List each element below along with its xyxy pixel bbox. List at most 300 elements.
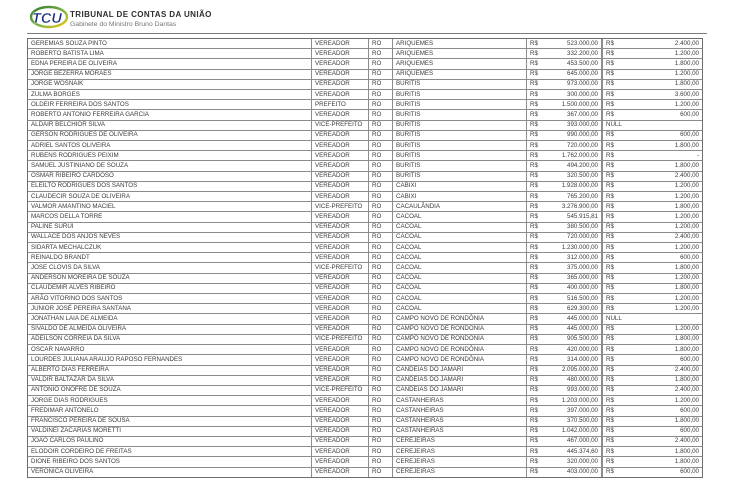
- currency-symbol: R$: [606, 274, 614, 282]
- name-cell: MARCOS DELLA TORRE: [28, 212, 312, 221]
- uf-cell: RO: [369, 417, 393, 426]
- table-row: [28, 151, 702, 161]
- currency-symbol: R$: [606, 49, 614, 57]
- uf-cell: RO: [369, 447, 393, 456]
- amount-value: 320.500,00: [567, 172, 598, 180]
- uf-cell: RO: [369, 100, 393, 109]
- municipality-cell: BURITIS: [393, 131, 527, 140]
- uf-cell: RO: [369, 212, 393, 221]
- secondary-amount-cell: [602, 325, 702, 334]
- position-cell: VEREADOR: [312, 417, 369, 426]
- null-label: NULL: [606, 314, 622, 322]
- amount-value: 2.095.000,00: [561, 366, 598, 373]
- declared-amount-cell: [527, 182, 602, 191]
- secondary-amount-cell: [602, 345, 702, 354]
- position-cell: VEREADOR: [312, 304, 369, 313]
- secondary-amount-cell: [602, 131, 702, 140]
- uf-cell: RO: [369, 192, 393, 201]
- currency-symbol: R$: [530, 376, 538, 384]
- currency-symbol: R$: [530, 406, 538, 414]
- uf-cell: RO: [369, 304, 393, 313]
- declared-amount-cell: [527, 284, 602, 293]
- currency-symbol: R$: [606, 335, 614, 343]
- currency-symbol: R$: [606, 39, 614, 47]
- uf-cell: RO: [369, 70, 393, 79]
- position-cell: VEREADOR: [312, 90, 369, 99]
- amount-value: 393.000,00: [567, 121, 598, 129]
- secondary-amount-cell: [602, 406, 702, 415]
- amount-value: 1.230.000,00: [561, 243, 598, 251]
- municipality-cell: BURITIS: [393, 161, 527, 170]
- position-cell: VICE-PREFEITO: [312, 263, 369, 272]
- position-cell: VICE-PREFEITO: [312, 202, 369, 211]
- position-cell: VICE-PREFEITO: [312, 335, 369, 344]
- amount-value: 600,00: [680, 468, 699, 476]
- amount-value: 905.500,00: [567, 335, 598, 343]
- amount-value: 2.400,00: [674, 386, 699, 394]
- currency-symbol: R$: [530, 100, 538, 108]
- declared-amount-cell: [527, 396, 602, 405]
- amount-value: 600,00: [680, 427, 699, 435]
- amount-value: 420.000,00: [567, 345, 598, 353]
- table-row: [28, 263, 702, 273]
- name-cell: VALMOR AMANTINO MACIEL: [28, 202, 312, 211]
- uf-cell: RO: [369, 182, 393, 191]
- municipality-cell: CEREJEIRAS: [393, 457, 527, 466]
- table-row: [28, 396, 702, 406]
- currency-symbol: R$: [530, 161, 538, 169]
- position-cell: VEREADOR: [312, 284, 369, 293]
- secondary-amount-cell: [602, 335, 702, 344]
- table-row: [28, 386, 702, 396]
- uf-cell: RO: [369, 386, 393, 395]
- amount-value: 1.800,00: [674, 457, 699, 465]
- declared-amount-cell: [527, 100, 602, 109]
- currency-symbol: R$: [530, 253, 538, 261]
- declared-amount-cell: [527, 417, 602, 426]
- amount-value: 1.762.000,00: [561, 151, 598, 159]
- currency-symbol: R$: [530, 212, 538, 220]
- amount-value: 600,00: [680, 406, 699, 414]
- amount-value: 445.000,00: [567, 325, 598, 333]
- name-cell: JORGE BEZERRA MORAES: [28, 70, 312, 79]
- amount-value: 3.600,00: [674, 90, 699, 98]
- declared-amount-cell: [527, 294, 602, 303]
- currency-symbol: R$: [606, 110, 614, 118]
- currency-symbol: R$: [530, 110, 538, 118]
- name-cell: SAMUEL JUSTINIANO DE SOUZA: [28, 161, 312, 170]
- amount-value: 365.000,00: [567, 274, 598, 282]
- amount-value: 380.500,00: [567, 223, 598, 231]
- declared-amount-cell: [527, 151, 602, 160]
- currency-symbol: R$: [530, 59, 538, 67]
- secondary-amount-cell: [602, 151, 702, 160]
- amount-value: 480.000,00: [567, 376, 598, 384]
- uf-cell: RO: [369, 253, 393, 262]
- secondary-amount-cell: [602, 243, 702, 252]
- municipality-cell: CACAULÂNDIA: [393, 202, 527, 211]
- position-cell: VEREADOR: [312, 447, 369, 456]
- currency-symbol: R$: [530, 243, 538, 251]
- uf-cell: RO: [369, 376, 393, 385]
- amount-value: 494.200,00: [567, 161, 598, 169]
- amount-value: 720.000,00: [567, 141, 598, 149]
- currency-symbol: R$: [606, 202, 614, 210]
- position-cell: VEREADOR: [312, 355, 369, 364]
- uf-cell: RO: [369, 223, 393, 232]
- currency-symbol: R$: [606, 294, 614, 302]
- currency-symbol: R$: [606, 447, 614, 455]
- position-cell: VEREADOR: [312, 366, 369, 375]
- table-row: [28, 39, 702, 49]
- uf-cell: RO: [369, 110, 393, 119]
- municipality-cell: CACOAL: [393, 243, 527, 252]
- table-row: [28, 212, 702, 222]
- currency-symbol: R$: [530, 345, 538, 353]
- amount-value: 375.000,00: [567, 263, 598, 271]
- uf-cell: RO: [369, 325, 393, 334]
- amount-value: 332.200,00: [567, 49, 598, 57]
- currency-symbol: R$: [530, 314, 538, 322]
- amount-value: 990.000,00: [567, 131, 598, 139]
- secondary-amount-cell: [602, 233, 702, 242]
- secondary-amount-cell: [602, 161, 702, 170]
- currency-symbol: R$: [530, 325, 538, 333]
- position-cell: VEREADOR: [312, 59, 369, 68]
- name-cell: GEREMIAS SOUZA PINTO: [28, 39, 312, 48]
- table-row: [28, 161, 702, 171]
- declared-amount-cell: [527, 243, 602, 252]
- amount-value: 1.800,00: [674, 376, 699, 384]
- uf-cell: RO: [369, 172, 393, 181]
- currency-symbol: R$: [606, 427, 614, 435]
- currency-symbol: R$: [530, 263, 538, 271]
- declared-amount-cell: [527, 161, 602, 170]
- municipality-cell: BURITIS: [393, 110, 527, 119]
- currency-symbol: R$: [530, 457, 538, 465]
- secondary-amount-cell: [602, 304, 702, 313]
- uf-cell: RO: [369, 39, 393, 48]
- amount-value: 445.374,60: [567, 447, 598, 455]
- currency-symbol: R$: [530, 366, 538, 373]
- name-cell: GERSON RODRIGUES DE OLIVEIRA: [28, 131, 312, 140]
- secondary-amount-cell: [602, 172, 702, 181]
- currency-symbol: R$: [606, 131, 614, 139]
- amount-value: 1.500.000,00: [561, 100, 598, 108]
- name-cell: DIONE RIBEIRO DOS SANTOS: [28, 457, 312, 466]
- uf-cell: RO: [369, 161, 393, 170]
- municipality-cell: ARIQUEMES: [393, 49, 527, 58]
- declared-amount-cell: [527, 468, 602, 477]
- currency-symbol: R$: [606, 70, 614, 78]
- currency-symbol: R$: [606, 141, 614, 149]
- uf-cell: RO: [369, 406, 393, 415]
- uf-cell: RO: [369, 314, 393, 323]
- uf-cell: RO: [369, 457, 393, 466]
- amount-value: 720.000,00: [567, 233, 598, 241]
- position-cell: VEREADOR: [312, 314, 369, 323]
- secondary-amount-cell: [602, 376, 702, 385]
- municipality-cell: CASTANHEIRAS: [393, 427, 527, 436]
- municipality-cell: BURITIS: [393, 172, 527, 181]
- amount-value: 2.400,00: [674, 39, 699, 47]
- municipality-cell: ARIQUEMES: [393, 39, 527, 48]
- declared-amount-cell: [527, 447, 602, 456]
- amount-value: 629.300,00: [567, 304, 598, 312]
- amount-value: 765.200,00: [567, 192, 598, 200]
- table-row: [28, 447, 702, 457]
- declared-amount-cell: [527, 233, 602, 242]
- municipality-cell: CACOAL: [393, 263, 527, 272]
- declared-amount-cell: [527, 366, 602, 375]
- uf-cell: RO: [369, 284, 393, 293]
- position-cell: VEREADOR: [312, 131, 369, 140]
- municipality-cell: CAMPO NOVO DE RONDÔNIA: [393, 314, 527, 323]
- currency-symbol: R$: [606, 386, 614, 394]
- declared-amount-cell: [527, 80, 602, 89]
- declared-amount-cell: [527, 70, 602, 79]
- declared-amount-cell: [527, 223, 602, 232]
- municipality-cell: CEREJEIRAS: [393, 437, 527, 446]
- currency-symbol: R$: [606, 376, 614, 384]
- uf-cell: RO: [369, 335, 393, 344]
- amount-value: 1.203.000,00: [561, 396, 598, 404]
- declared-amount-cell: [527, 141, 602, 150]
- name-cell: JUNIOR JOSÉ PEREIRA SANTANA: [28, 304, 312, 313]
- amount-value: 1.200,00: [674, 100, 699, 108]
- table-row: [28, 376, 702, 386]
- currency-symbol: R$: [606, 345, 614, 353]
- currency-symbol: R$: [606, 80, 614, 88]
- position-cell: VEREADOR: [312, 151, 369, 160]
- name-cell: ADEILSON CORREIA DA SILVA: [28, 335, 312, 344]
- currency-symbol: R$: [530, 202, 538, 210]
- currency-symbol: R$: [530, 121, 538, 129]
- currency-symbol: R$: [530, 80, 538, 88]
- uf-cell: RO: [369, 233, 393, 242]
- currency-symbol: R$: [530, 274, 538, 282]
- name-cell: ARÃO VITORINO DOS SANTOS: [28, 294, 312, 303]
- currency-symbol: R$: [606, 457, 614, 465]
- position-cell: VEREADOR: [312, 233, 369, 242]
- currency-symbol: R$: [530, 233, 538, 241]
- uf-cell: RO: [369, 121, 393, 130]
- declared-amount-cell: [527, 202, 602, 211]
- name-cell: ALDAIR BELCHIOR SILVA: [28, 121, 312, 130]
- amount-value: 320.000,00: [567, 457, 598, 465]
- name-cell: CLAUDEMIR ALVES RIBEIRO: [28, 284, 312, 293]
- municipality-cell: CACOAL: [393, 223, 527, 232]
- name-cell: ADRIEL SANTOS OLIVEIRA: [28, 141, 312, 150]
- position-cell: VEREADOR: [312, 223, 369, 232]
- secondary-amount-cell: [602, 192, 702, 201]
- secondary-amount-cell: [602, 223, 702, 232]
- org-name: TRIBUNAL DE CONTAS DA UNIÃO: [70, 10, 212, 19]
- municipality-cell: ARIQUEMES: [393, 59, 527, 68]
- table-row: [28, 468, 702, 477]
- uf-cell: RO: [369, 202, 393, 211]
- amount-value: 2.400,00: [674, 233, 699, 241]
- declared-amount-cell: [527, 253, 602, 262]
- declared-amount-cell: [527, 263, 602, 272]
- amount-value: 2.400,00: [674, 437, 699, 445]
- currency-symbol: R$: [530, 468, 538, 476]
- position-cell: VEREADOR: [312, 161, 369, 170]
- amount-value: 367.000,00: [567, 110, 598, 118]
- name-cell: ALBERTO DIAS FERREIRA: [28, 366, 312, 375]
- uf-cell: RO: [369, 243, 393, 252]
- name-cell: ELODOIR CORDEIRO DE FREITAS: [28, 447, 312, 456]
- currency-symbol: R$: [606, 355, 614, 363]
- name-cell: ANTONIO ONOFRE DE SOUZA: [28, 386, 312, 395]
- currency-symbol: R$: [530, 223, 538, 231]
- name-cell: EDNA PEREIRA DE OLIVEIRA: [28, 59, 312, 68]
- table-row: [28, 90, 702, 100]
- table-row: [28, 202, 702, 212]
- municipality-cell: CACOAL: [393, 304, 527, 313]
- name-cell: RUBENS RODRIGUES PEIXIM: [28, 151, 312, 160]
- secondary-amount-cell: [602, 355, 702, 364]
- name-cell: PALINE SURUI: [28, 223, 312, 232]
- currency-symbol: R$: [530, 172, 538, 180]
- currency-symbol: R$: [530, 49, 538, 57]
- secondary-amount-cell: [602, 110, 702, 119]
- municipality-cell: CABIXI: [393, 192, 527, 201]
- name-cell: WALLACE DOS ANJOS NEVES: [28, 233, 312, 242]
- amount-value: 1.200,00: [674, 243, 699, 251]
- municipality-cell: BURITIS: [393, 100, 527, 109]
- uf-cell: RO: [369, 366, 393, 375]
- amount-value: 1.800,00: [674, 161, 699, 169]
- amount-value: 1.800,00: [674, 284, 699, 292]
- table-row: [28, 59, 702, 69]
- position-cell: VEREADOR: [312, 345, 369, 354]
- amount-value: 1.200,00: [674, 325, 699, 333]
- tcu-logo-icon: [29, 4, 69, 31]
- secondary-amount-cell: [602, 49, 702, 58]
- currency-symbol: R$: [606, 100, 614, 108]
- name-cell: JOSE CLOVIS DA SILVA: [28, 263, 312, 272]
- secondary-amount-cell: [602, 39, 702, 48]
- currency-symbol: R$: [530, 294, 538, 302]
- secondary-amount-cell: [602, 253, 702, 262]
- uf-cell: RO: [369, 468, 393, 477]
- declared-amount-cell: [527, 59, 602, 68]
- table-row: [28, 427, 702, 437]
- position-cell: VEREADOR: [312, 294, 369, 303]
- amount-value: 403.000,00: [567, 468, 598, 476]
- position-cell: VEREADOR: [312, 457, 369, 466]
- municipality-cell: CASTANHEIRAS: [393, 417, 527, 426]
- declared-amount-cell: [527, 345, 602, 354]
- position-cell: VEREADOR: [312, 182, 369, 191]
- currency-symbol: R$: [530, 39, 538, 47]
- declared-amount-cell: [527, 304, 602, 313]
- declared-amount-cell: [527, 39, 602, 48]
- position-cell: VEREADOR: [312, 274, 369, 283]
- municipality-cell: CACOAL: [393, 253, 527, 262]
- declared-amount-cell: [527, 192, 602, 201]
- municipality-cell: BURITIS: [393, 151, 527, 160]
- amount-value: 467.000,00: [567, 437, 598, 445]
- name-cell: SIDARTA MECHALCZUK: [28, 243, 312, 252]
- declared-amount-cell: [527, 355, 602, 364]
- table-row: [28, 243, 702, 253]
- municipality-cell: CASTANHEIRAS: [393, 406, 527, 415]
- amount-value: 1.200,00: [674, 294, 699, 302]
- currency-symbol: R$: [530, 151, 538, 159]
- amount-value: 1.800,00: [674, 263, 699, 271]
- amount-value: 545.915,81: [567, 212, 598, 220]
- currency-symbol: R$: [606, 161, 614, 169]
- amount-value: 397.000,00: [567, 406, 598, 414]
- currency-symbol: R$: [530, 427, 538, 435]
- null-label: NULL: [606, 121, 622, 129]
- declared-amount-cell: [527, 427, 602, 436]
- name-cell: VALDIR BALTAZAR DA SILVA: [28, 376, 312, 385]
- secondary-amount-cell: [602, 386, 702, 395]
- amount-value: 370.500,00: [567, 417, 598, 425]
- uf-cell: RO: [369, 263, 393, 272]
- currency-symbol: R$: [530, 182, 538, 190]
- secondary-amount-cell: [602, 59, 702, 68]
- secondary-amount-cell: [602, 90, 702, 99]
- currency-symbol: R$: [606, 182, 614, 190]
- name-cell: ZULMA BORGES: [28, 90, 312, 99]
- currency-symbol: R$: [606, 192, 614, 200]
- table-row: [28, 437, 702, 447]
- amount-value: 600,00: [680, 110, 699, 118]
- municipality-cell: ARIQUEMES: [393, 70, 527, 79]
- position-cell: VEREADOR: [312, 376, 369, 385]
- table-row: [28, 294, 702, 304]
- currency-symbol: R$: [606, 263, 614, 271]
- amount-value: 516.500,00: [567, 294, 598, 302]
- declared-amount-cell: [527, 386, 602, 395]
- amount-value: 1.200,00: [674, 304, 699, 312]
- name-cell: JONATHAN LAIA DE ALMEIDA: [28, 314, 312, 323]
- secondary-amount-cell: [602, 100, 702, 109]
- table-row: [28, 335, 702, 345]
- declared-amount-cell: [527, 110, 602, 119]
- uf-cell: RO: [369, 131, 393, 140]
- name-cell: CLAUDECIR SOUZA DE OLIVEIRA: [28, 192, 312, 201]
- declared-amount-cell: [527, 49, 602, 58]
- currency-symbol: R$: [606, 151, 614, 159]
- municipality-cell: CABIXI: [393, 182, 527, 191]
- secondary-amount-cell: [602, 427, 702, 436]
- name-cell: VERONICA OLIVEIRA: [28, 468, 312, 477]
- table-row: [28, 304, 702, 314]
- table-row: [28, 457, 702, 467]
- table-row: [28, 110, 702, 120]
- table-row: [28, 314, 702, 324]
- position-cell: VEREADOR: [312, 396, 369, 405]
- position-cell: VEREADOR: [312, 325, 369, 334]
- uf-cell: RO: [369, 90, 393, 99]
- amount-value: 2.400,00: [674, 172, 699, 180]
- name-cell: LOURDES JULIANA ARAUJO RAPOSO FERNANDES: [28, 355, 312, 364]
- uf-cell: RO: [369, 345, 393, 354]
- secondary-amount-cell: [602, 468, 702, 477]
- table-row: [28, 284, 702, 294]
- municipality-cell: CANDEIAS DO JAMARI: [393, 386, 527, 395]
- table-row: [28, 233, 702, 243]
- municipality-cell: CAMPO NOVO DE RONDÔNIA: [393, 355, 527, 364]
- amount-value: 1.800,00: [674, 141, 699, 149]
- currency-symbol: R$: [530, 192, 538, 200]
- header-divider: [27, 33, 707, 34]
